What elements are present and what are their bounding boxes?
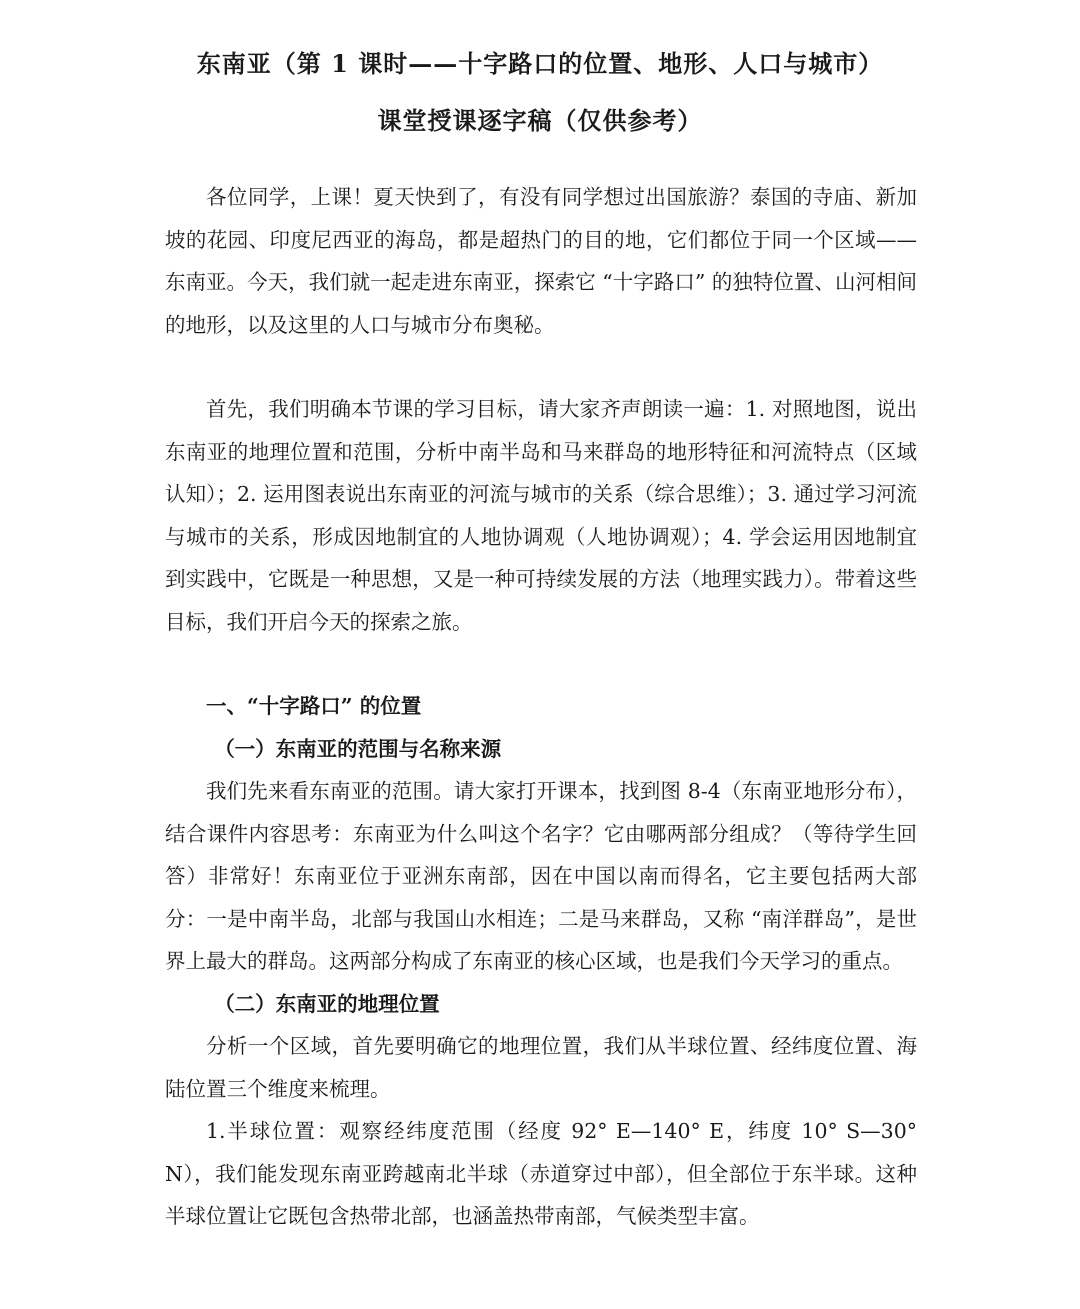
location-paragraph: 分析一个区域，首先要明确它的地理位置，我们从半球位置、经纬度位置、海陆位置三个维度来梳理。	[165, 1034, 917, 1101]
objectives-paragraph: 首先，我们明确本节课的学习目标，请大家齐声朗读一遍：1. 对照地图，说出东南亚的地理位置和范围，分析中南半岛和马来群岛的地形特征和河流特点（区域认知）；2. 运用图表说出东南亚的河流与城市的关系（综合思维）；3. 通过学习河流与城市的关系，形成因地制宜的人地协调观（人地协调观）；4. 学会运用因地制宜到实践中，它既是一种思想，又是一种可持续发展的方法（地理实践力）。带着这些目标，我们开启今天的探索之旅。	[165, 397, 917, 634]
section-heading: 一、“十字路口” 的位置	[206, 694, 422, 718]
paragraph-spacer	[165, 643, 917, 685]
document-subtitle: 课堂授课逐字稿（仅供参考）	[377, 106, 703, 135]
document-body	[165, 176, 917, 1238]
intro-paragraph: 各位同学，上课！夏天快到了，有没有同学想过出国旅游？泰国的寺庙、新加坡的花园、印度尼西亚的海岛，都是超热门的目的地，它们都位于同一个区域—— 东南亚。今天，我们就一起走进东南亚，探索它 “十字路口” 的独特位置、山河相间的地形，以及这里的人口与城市分布奥秘。	[165, 185, 917, 337]
subsection-heading: （二）东南亚的地理位置	[214, 991, 440, 1016]
paragraph-spacer	[165, 346, 917, 388]
range-paragraph: 我们先来看东南亚的范围。请大家打开课本，找到图 8-4（东南亚地形分布），结合课件内容思考：东南亚为什么叫这个名字？它由哪两部分组成？（等待学生回答）非常好！东南亚位于亚洲东南部，因在中国以南而得名，它主要包括两大部分：一是中南半岛，北部与我国山水相连；二是马来群岛，又称 “南洋群岛”，是世界上最大的群岛。这两部分构成了东南亚的核心区域，也是我们今天学习的重点。	[165, 779, 917, 973]
document-title: 东南亚（第 1 课时——十字路口的位置、地形、人口与城市）	[196, 49, 884, 78]
subsection-heading: （一）东南亚的范围与名称来源	[214, 736, 502, 761]
hemisphere-paragraph: 1.半球位置：观察经纬度范围（经度 92° E—140° E，纬度 10° S—30° N），我们能发现东南亚跨越南北半球（赤道穿过中部），但全部位于东半球。这种半球位置让它既包含热带北部，也涵盖热带南部，气候类型丰富。	[165, 1119, 917, 1228]
